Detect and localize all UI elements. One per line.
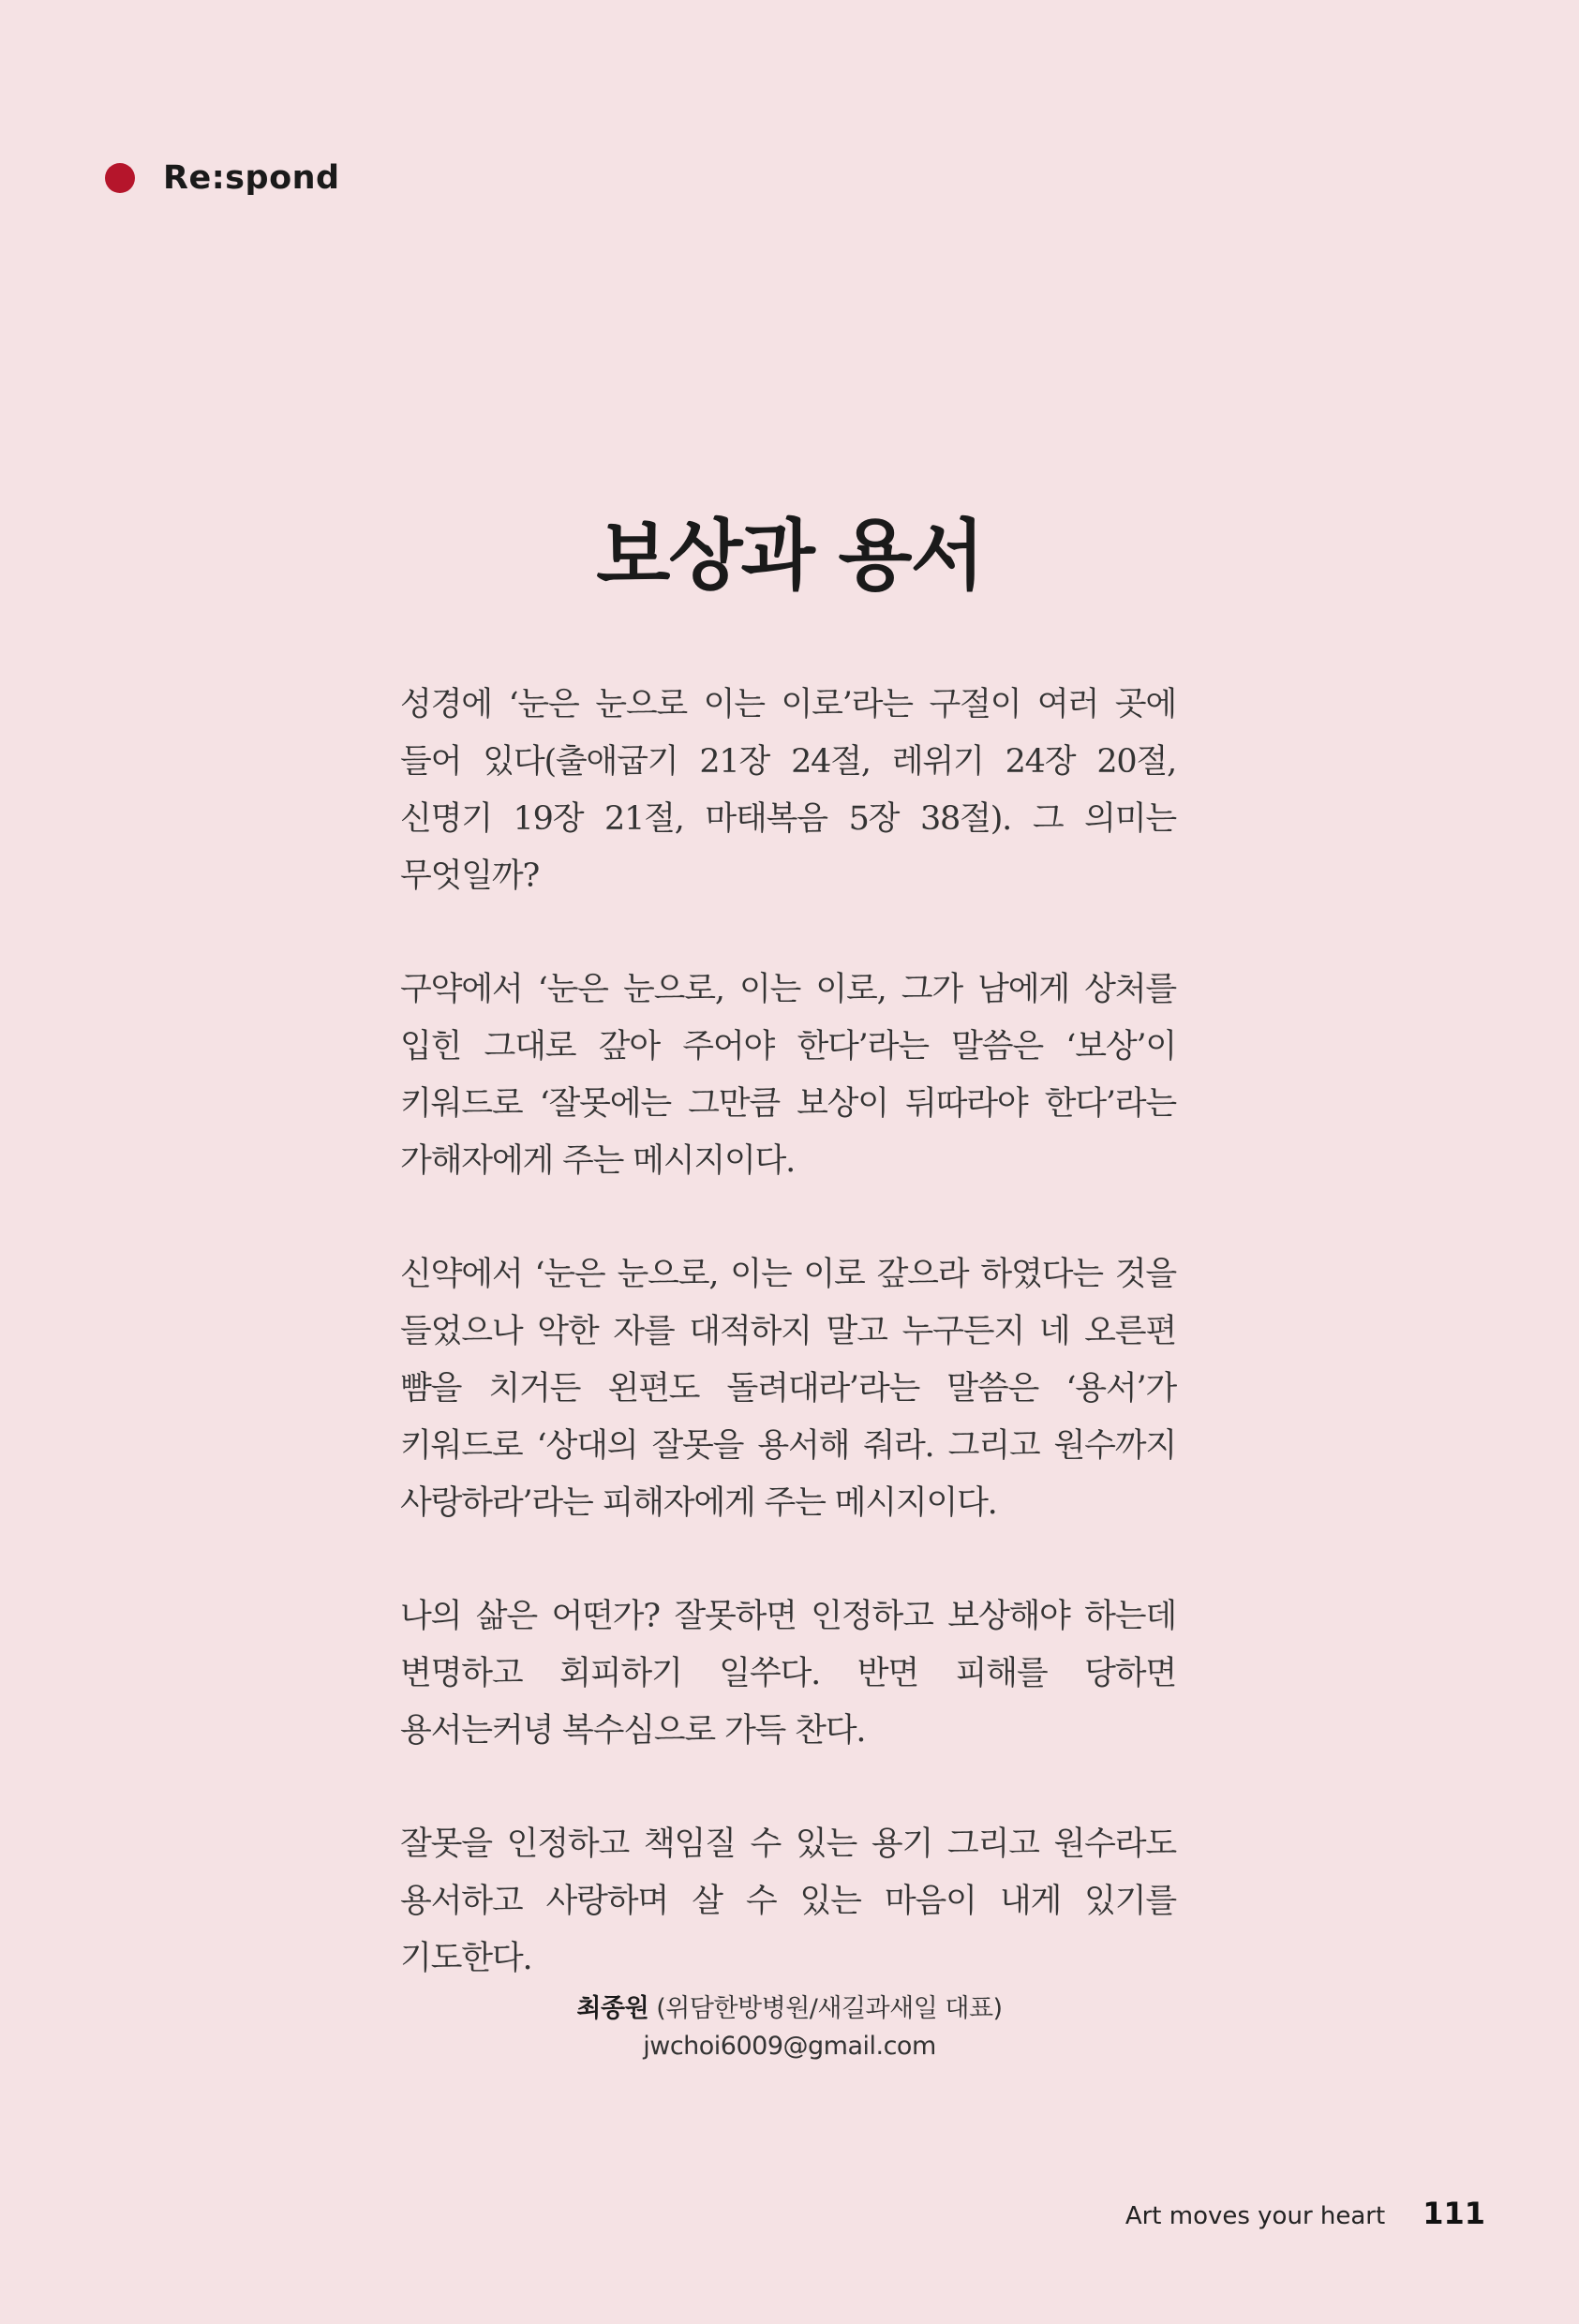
page-footer bbox=[1125, 2196, 1485, 2231]
article-paragraph: 잘못을 인정하고 책임질 수 있는 용기 그리고 원수라도 용서하고 사랑하며 살 수 있는 마음이 내게 있기를 기도한다. bbox=[400, 1825, 1176, 1977]
author-line bbox=[0, 1990, 1579, 2028]
article-paragraph: 성경에 ‘눈은 눈으로 이는 이로’라는 구절이 여러 곳에 들어 있다(출애굽기 21장 24절, 레위기 24장 20절, 신명기 19장 21절, 마태복음 5장 38절). 그 의미는 무엇일까? bbox=[400, 686, 1176, 895]
article-paragraph: 신약에서 ‘눈은 눈으로, 이는 이로 갚으라 하였다는 것을 들었으나 악한 자를 대적하지 말고 누구든지 네 오른편 뺨을 치거든 왼편도 돌려대라’라는 말씀은 ‘용서’가 키워드로 ‘상대의 잘못을 용서해 줘라. 그리고 원수까지 사랑하라’라는 피해자에게 주는 메시지이다. bbox=[400, 1256, 1176, 1522]
author-name: 최종원 bbox=[576, 1994, 649, 2023]
article-body bbox=[400, 677, 1176, 2044]
author-affiliation: (위담한방병원/새길과새일 대표) bbox=[656, 1994, 1003, 2023]
article-paragraph: 나의 삶은 어떤가? 잘못하면 인정하고 보상해야 하는데 변명하고 회피하기 일쑤다. 반면 피해를 당하면 용서는커녕 복수심으로 가득 찬다. bbox=[400, 1598, 1176, 1750]
author-byline bbox=[0, 1990, 1579, 2065]
article-paragraph: 구약에서 ‘눈은 눈으로, 이는 이로, 그가 남에게 상처를 입힌 그대로 갚아 주어야 한다’라는 말씀은 ‘보상’이 키워드로 ‘잘못에는 그만큼 보상이 뒤따라야 한다’라는 가해자에게 주는 메시지이다. bbox=[400, 971, 1176, 1180]
article-title: 보상과 용서 bbox=[596, 511, 983, 601]
section-label: Re:spond bbox=[163, 159, 340, 197]
section-dot-icon bbox=[105, 163, 135, 193]
page-number: 111 bbox=[1423, 2196, 1485, 2231]
author-email[interactable]: jwchoi6009@gmail.com bbox=[643, 2032, 936, 2061]
footer-slogan: Art moves your heart bbox=[1125, 2202, 1386, 2230]
section-tag bbox=[105, 159, 340, 197]
